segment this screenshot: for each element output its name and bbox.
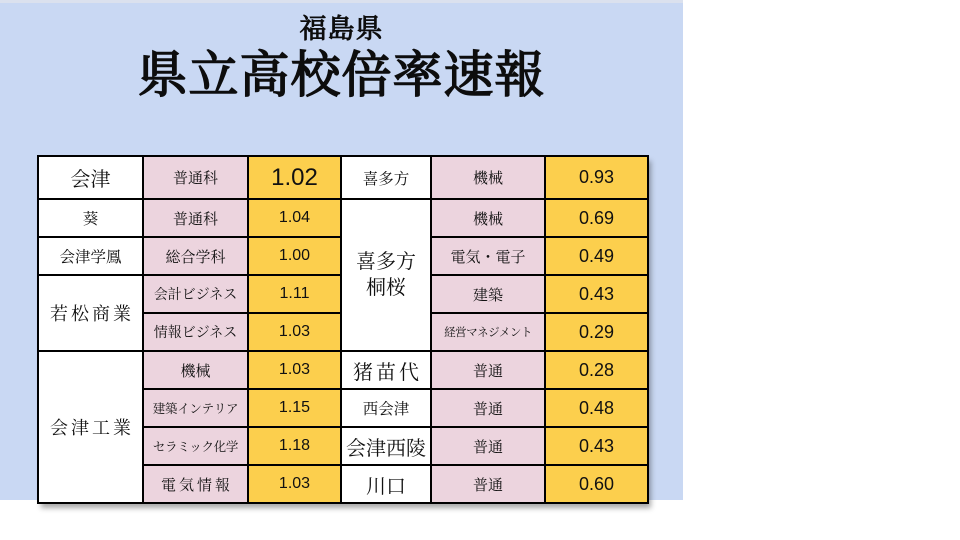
dept-cell: セラミック化学 bbox=[143, 427, 248, 465]
dept-cell: 普通 bbox=[431, 351, 545, 389]
dept-cell: 普通科 bbox=[143, 156, 248, 199]
dept-cell: 総合学科 bbox=[143, 237, 248, 275]
title-block bbox=[0, 0, 683, 103]
rate-cell: 1.02 bbox=[248, 156, 341, 199]
rate-cell: 0.49 bbox=[545, 237, 648, 275]
rate-cell: 1.11 bbox=[248, 275, 341, 313]
rate-cell: 1.03 bbox=[248, 313, 341, 351]
rate-cell: 0.43 bbox=[545, 427, 648, 465]
rate-cell: 0.60 bbox=[545, 465, 648, 503]
dept-cell: 建築インテリア bbox=[143, 389, 248, 427]
table-row bbox=[38, 351, 648, 389]
rate-cell: 0.48 bbox=[545, 389, 648, 427]
dept-cell: 普通 bbox=[431, 389, 545, 427]
table-row bbox=[38, 156, 648, 199]
prefecture-label: 福島県 bbox=[299, 14, 384, 44]
dept-cell: 経営マネジメント bbox=[431, 313, 545, 351]
school-cell: 会津 bbox=[38, 156, 143, 199]
rate-cell: 1.18 bbox=[248, 427, 341, 465]
dept-cell: 情報ビジネス bbox=[143, 313, 248, 351]
table-row bbox=[38, 199, 648, 237]
rate-cell: 1.15 bbox=[248, 389, 341, 427]
rate-cell: 0.69 bbox=[545, 199, 648, 237]
rate-cell: 1.00 bbox=[248, 237, 341, 275]
dept-cell: 機械 bbox=[431, 156, 545, 199]
rates-table-body bbox=[38, 156, 648, 503]
dept-cell: 建築 bbox=[431, 275, 545, 313]
school-cell: 喜多方 bbox=[341, 156, 431, 199]
rate-cell: 0.93 bbox=[545, 156, 648, 199]
rates-table bbox=[37, 155, 649, 504]
rate-cell: 1.04 bbox=[248, 199, 341, 237]
dept-cell: 機械 bbox=[431, 199, 545, 237]
rate-cell: 0.29 bbox=[545, 313, 648, 351]
page-title: 県立高校倍率速報 bbox=[137, 47, 546, 103]
school-cell: 葵 bbox=[38, 199, 143, 237]
school-cell: 会津学鳳 bbox=[38, 237, 143, 275]
dept-cell: 会計ビジネス bbox=[143, 275, 248, 313]
rate-cell: 1.03 bbox=[248, 465, 341, 503]
school-name-line: 喜多方 bbox=[356, 251, 416, 273]
school-cell: 会津工業 bbox=[38, 351, 143, 503]
rate-cell: 0.28 bbox=[545, 351, 648, 389]
school-cell: 猪苗代 bbox=[341, 351, 431, 389]
dept-cell: 普通 bbox=[431, 465, 545, 503]
school-cell: 西会津 bbox=[341, 389, 431, 427]
school-name-line: 桐桜 bbox=[366, 277, 406, 299]
school-cell: 会津西陵 bbox=[341, 427, 431, 465]
rate-cell: 0.43 bbox=[545, 275, 648, 313]
slide-top-edge bbox=[0, 0, 683, 3]
dept-cell: 電気情報 bbox=[143, 465, 248, 503]
dept-cell: 普通科 bbox=[143, 199, 248, 237]
dept-cell: 普通 bbox=[431, 427, 545, 465]
school-cell: 川口 bbox=[341, 465, 431, 503]
dept-cell: 電気・電子 bbox=[431, 237, 545, 275]
school-cell bbox=[341, 199, 431, 351]
rate-cell: 1.03 bbox=[248, 351, 341, 389]
school-cell: 若松商業 bbox=[38, 275, 143, 351]
dept-cell: 機械 bbox=[143, 351, 248, 389]
